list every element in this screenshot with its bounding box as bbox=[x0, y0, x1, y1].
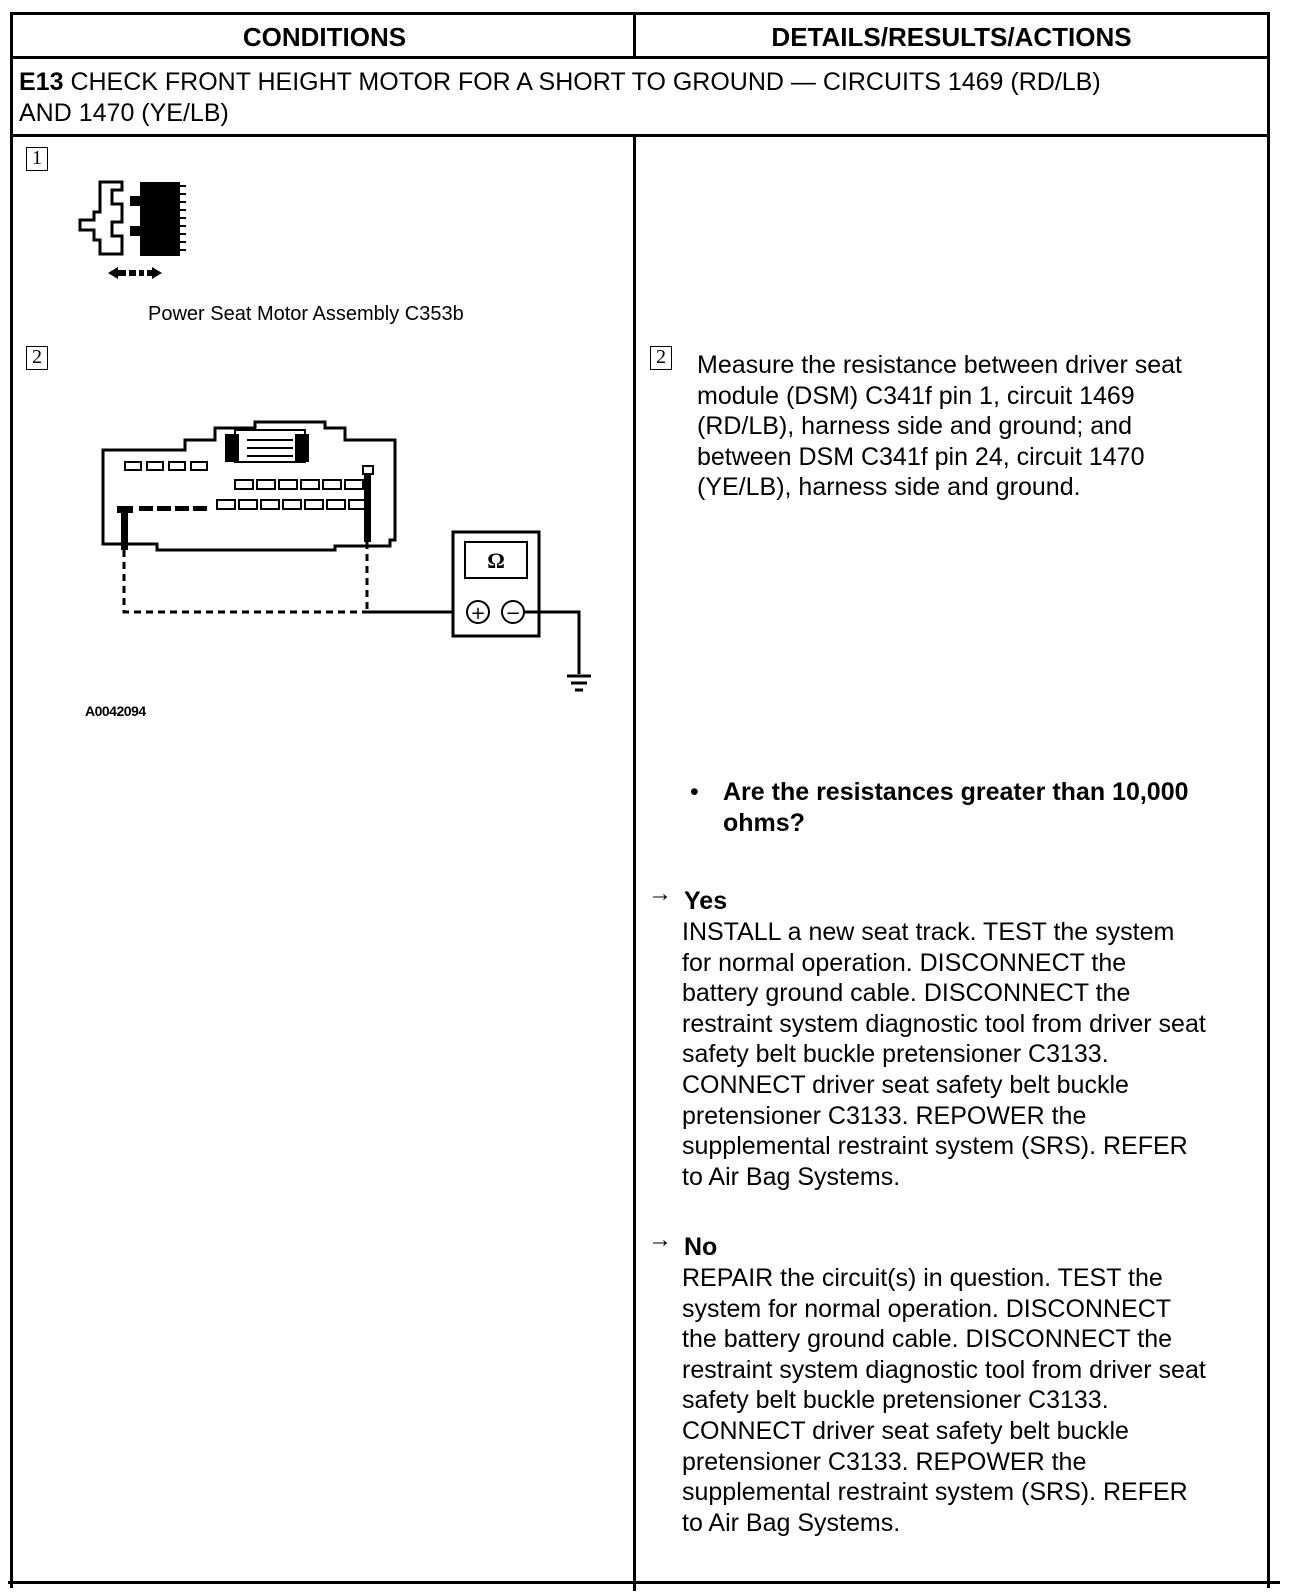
column-header-details: DETAILS/RESULTS/ACTIONS bbox=[636, 15, 1267, 59]
no-action: REPAIR the circuit(s) in question. TEST the system for normal operation. DISCONNECT the battery ground cable. DISCONNECT the restraint system diagnostic tool from driver seat safety belt buckle pretensioner C3133. CONNECT driver seat safety belt buckle pretensioner C3133. REPOWER the supplemental restraint system (SRS). REFER to Air Bag Systems. bbox=[682, 1264, 1206, 1537]
measure-instruction: Measure the resistance between driver seat module (DSM) C341f pin 1, circuit 1469 (RD/LB), harness side and ground; and between DSM C341f pin 24, circuit 1470 (YE/LB), harness side and ground. bbox=[697, 351, 1182, 502]
question-bullet: • bbox=[690, 778, 699, 806]
figure-id: A0042094 bbox=[85, 703, 146, 719]
question-text: Are the resistances greater than 10,000 ohms? bbox=[723, 778, 1189, 837]
no-arrow-icon: → bbox=[648, 1226, 672, 1253]
details-substep-2-number: 2 bbox=[650, 346, 672, 370]
column-header-conditions: CONDITIONS bbox=[13, 15, 636, 59]
step-title-line1: CHECK FRONT HEIGHT MOTOR FOR A SHORT TO GROUND — CIRCUITS 1469 (RD/LB) bbox=[70, 68, 1101, 96]
minus-terminal-label: − bbox=[505, 603, 521, 624]
yes-action: INSTALL a new seat track. TEST the system for normal operation. DISCONNECT the battery ground cable. DISCONNECT the restraint system diagnostic tool from driver seat safety belt buckle pretensioner C3133. CONNECT driver seat safety belt buckle pretensioner C3133. REPOWER the supplemental restraint system (SRS). REFER to Air Bag Systems. bbox=[682, 918, 1206, 1191]
substep-1-number: 1 bbox=[26, 147, 48, 171]
plus-terminal-label: + bbox=[470, 603, 486, 624]
table-bottom-rule bbox=[8, 1581, 1280, 1584]
column-divider bbox=[633, 137, 636, 1591]
no-label: No bbox=[684, 1233, 718, 1261]
step-title bbox=[13, 59, 1267, 137]
connector-icon bbox=[70, 178, 200, 288]
substep-2-number: 2 bbox=[26, 346, 48, 370]
step-code: E13 bbox=[19, 68, 64, 96]
step-title-line2: AND 1470 (YE/LB) bbox=[19, 99, 229, 127]
yes-arrow-icon: → bbox=[648, 880, 672, 907]
yes-label: Yes bbox=[684, 887, 728, 915]
figure-caption: Power Seat Motor Assembly C353b bbox=[148, 303, 464, 325]
ohm-symbol: Ω bbox=[487, 548, 505, 573]
dsm-connector-diagram bbox=[95, 420, 605, 700]
